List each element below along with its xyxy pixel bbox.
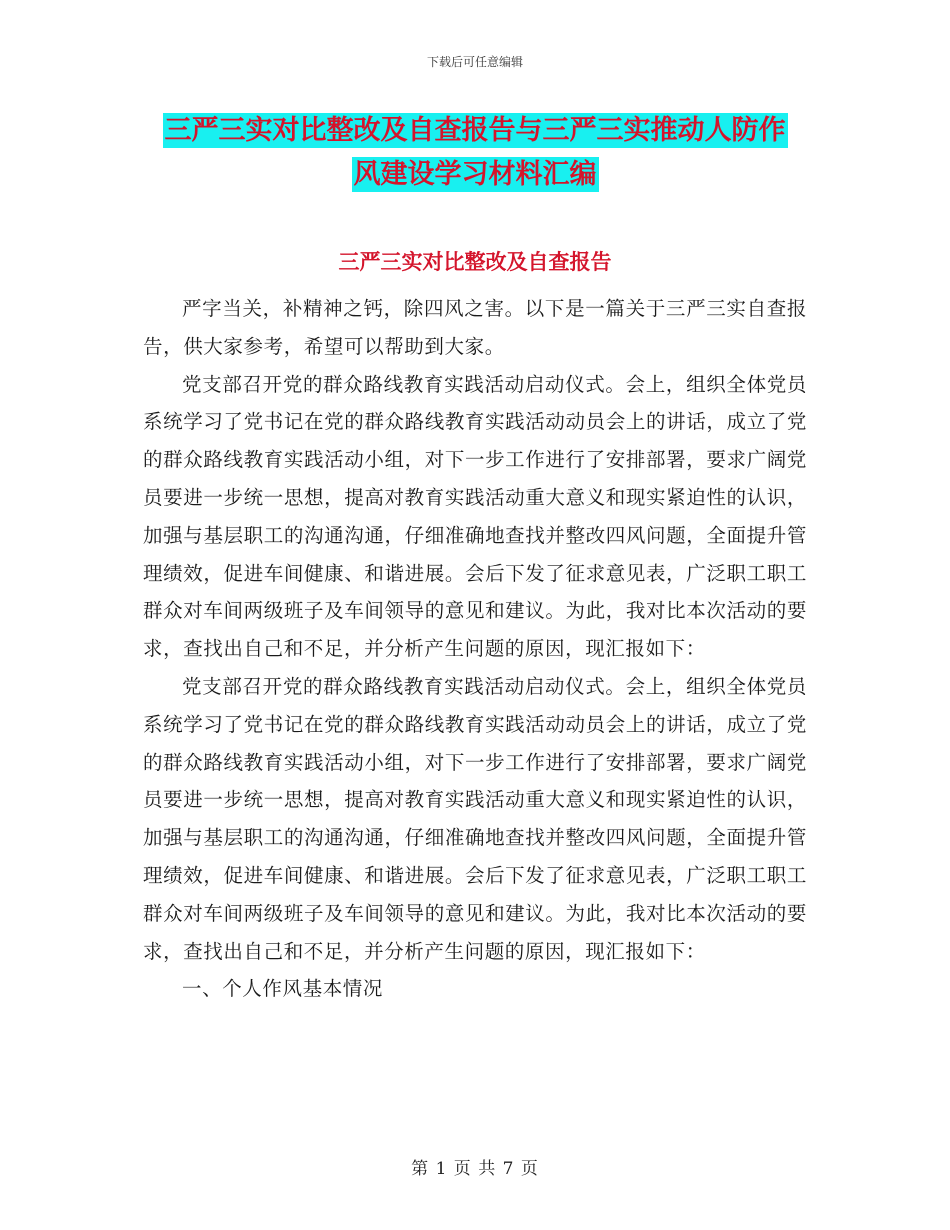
document-title-line-2 (0, 156, 950, 194)
document-title-highlight-2: 风建设学习材料汇编 (353, 159, 597, 190)
paragraph-1: 党支部召开党的群众路线教育实践活动启动仪式。会上，组织全体党员系统学习了党书记在党的群众路线教育实践活动动员会上的讲话，成立了党的群众路线教育实践活动小组，对下一步工作进行了安排部署，要求广阔党员要进一步统一思想，提高对教育实践活动重大意义和现实紧迫性的认识，加强与基层职工的沟通沟通，仔细准确地查找并整改四风问题，全面提升管理绩效，促进车间健康、和谐进展。会后下发了征求意见表，广泛职工职工群众对车间两级班子及车间领导的意见和建议。为此，我对比本次活动的要求，查找出自己和不足，并分析产生问题的原因，现汇报如下： (143, 372, 807, 661)
paragraph-intro: 严字当关，补精神之钙，除四风之害。以下是一篇关于三严三实自查报告，供大家参考，希望可以帮助到大家。 (143, 297, 807, 358)
page-indicator: 第 1 页 共 7 页 (411, 1159, 539, 1179)
paragraph-2: 党支部召开党的群众路线教育实践活动启动仪式。会上，组织全体党员系统学习了党书记在党的群众路线教育实践活动动员会上的讲话，成立了党的群众路线教育实践活动小组，对下一步工作进行了安排部署，要求广阔党员要进一步统一思想，提高对教育实践活动重大意义和现实紧迫性的认识，加强与基层职工的沟通沟通，仔细准确地查找并整改四风问题，全面提升管理绩效，促进车间健康、和谐进展。会后下发了征求意见表，广泛职工职工群众对车间两级班子及车间领导的意见和建议。为此，我对比本次活动的要求，查找出自己和不足，并分析产生问题的原因，现汇报如下： (143, 674, 807, 963)
document-body (143, 290, 807, 1008)
header-note: 下载后可任意编辑 (426, 55, 523, 69)
subheading-personal-style: 一、个人作风基本情况 (182, 977, 384, 1001)
section-title: 三严三实对比整改及自查报告 (338, 250, 612, 274)
document-title-highlight-1: 三严三实对比整改及自查报告与三严三实推动人防作 (164, 115, 786, 146)
document-title-line-1 (0, 112, 950, 150)
